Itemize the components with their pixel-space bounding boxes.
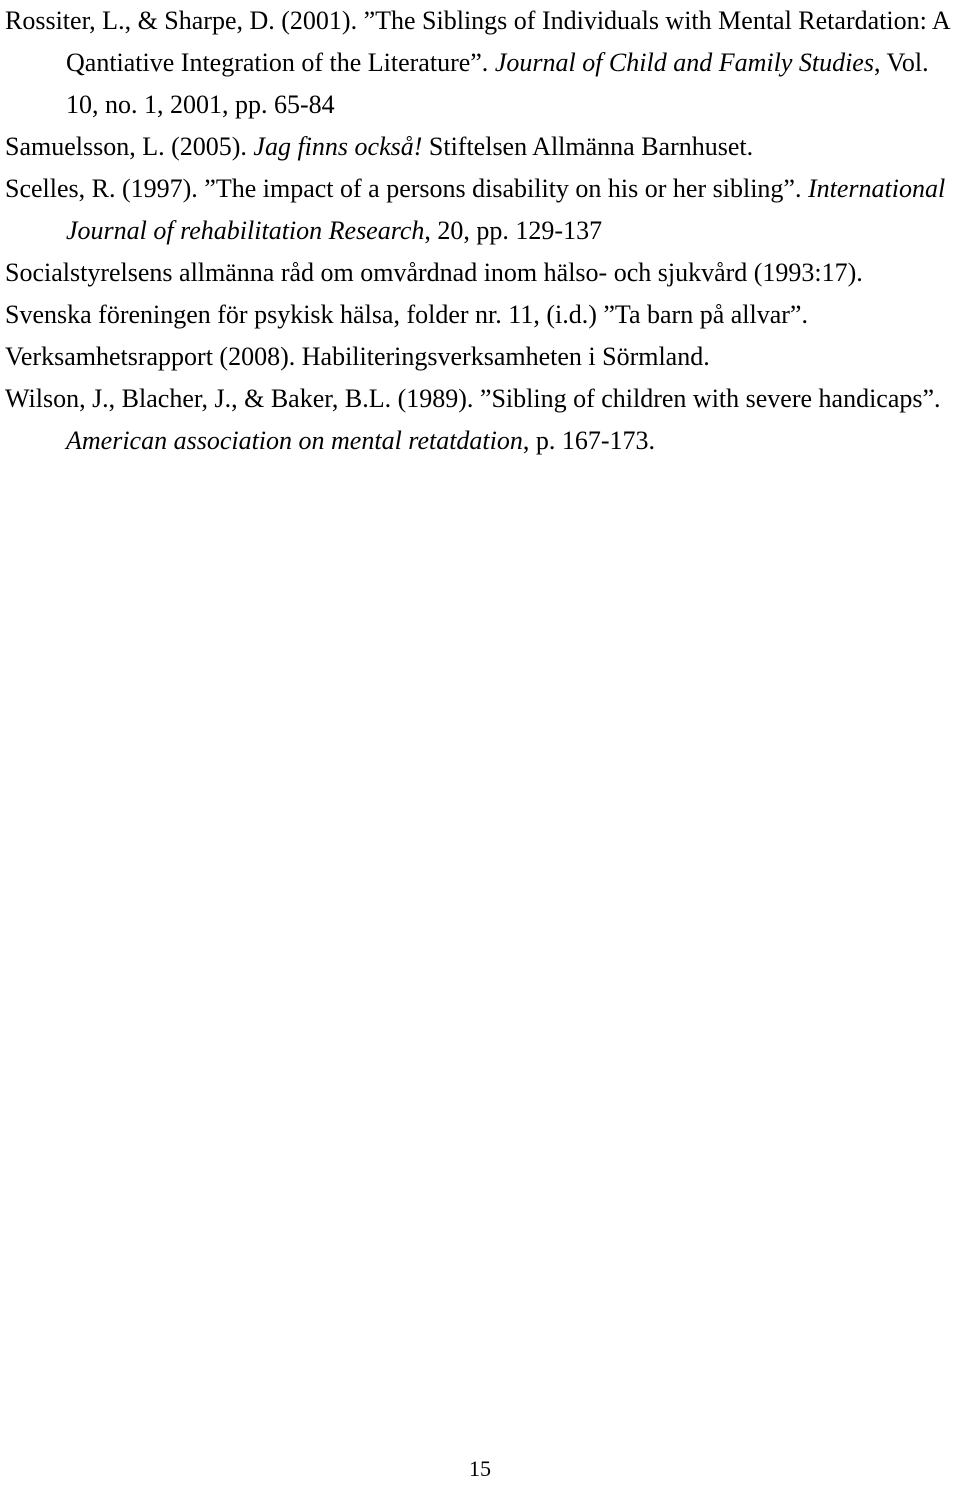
reference-text: Socialstyrelsens allmänna råd om omvårdnad inom hälso- och sjukvård (1993:17). (5, 258, 863, 287)
reference-text: Svenska föreningen för psykisk hälsa, folder nr. 11, (i.d.) ”Ta barn på allvar”. (5, 300, 808, 329)
reference-text: , Vol. 10, no. 1, 2001, pp. 65-84 (66, 48, 929, 119)
reference-entry (5, 336, 957, 378)
reference-text: Wilson, J., Blacher, J., & Baker, B.L. (1989). ”Sibling of children with severe handicaps”. (5, 384, 941, 413)
reference-text: , p. 167-173. (522, 426, 656, 455)
reference-entry (5, 378, 957, 462)
reference-text: Verksamhetsrapport (2008). Habiliteringsverksamheten i Sörmland. (5, 342, 710, 371)
reference-text: , 20, pp. 129-137 (424, 216, 603, 245)
reference-journal: American association on mental retatdation (66, 426, 523, 455)
reference-entry (5, 294, 957, 336)
reference-text: Rossiter, L., & Sharpe, D. (2001). ”The Siblings of Individuals with Mental Retardation: A Qantiative Integration of the Literature”. (5, 6, 950, 77)
reference-entry (5, 252, 957, 294)
reference-text: Scelles, R. (1997). ”The impact of a persons disability on his or her sibling”. (5, 174, 808, 203)
reference-entry (5, 0, 957, 126)
reference-journal: Journal of Child and Family Studies (494, 48, 874, 77)
reference-text: Samuelsson, L. (2005). (5, 132, 254, 161)
reference-book-title: Jag finns också! (253, 132, 423, 161)
reference-entry (5, 126, 957, 168)
reference-text: Stiftelsen Allmänna Barnhuset. (422, 132, 754, 161)
reference-list (5, 0, 957, 462)
page-number: 15 (469, 1456, 491, 1481)
reference-entry (5, 168, 957, 252)
reference-journal: International Journal of rehabilitation Research (66, 174, 946, 245)
